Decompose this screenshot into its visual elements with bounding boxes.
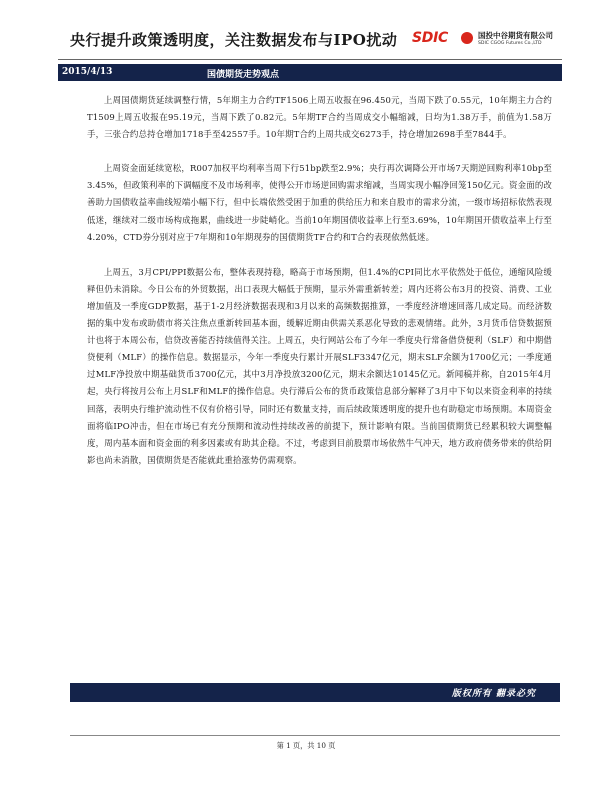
logo-emblem-icon — [461, 32, 473, 44]
logo-chinese-name: 国投中谷期货有限公司 — [478, 31, 553, 40]
body-paragraph: 上周资金面延续宽松，R007加权平均利率当周下行51bp跌至2.9%；央行再次调降公开市场7天期逆回购利率10bp至3.45%，但政策利率的下调幅度不及市场利率，使得公开市场逆回购需求缩减，当周实现小幅净回笼150亿元。资金面的改善助力国债收益率曲线短端小幅下行，但中长端依然受困于加重的供给压力和来自股市的需求分流，一级市场招标依然表现低迷，继续对二级市场构成拖累，曲线进一步陡峭化。当前10年期国债收益率上行至3.69%，10年期国开债收益率上行至4.20%，CTD券分别对应于7年期和10年期现券的国债期货TF合约和T合约表现依然低迷。 — [87, 163, 552, 242]
header-divider — [58, 59, 562, 60]
report-date: 2015/4/13 — [62, 67, 113, 77]
logo-wordmark: SDIC — [412, 30, 448, 46]
report-title: 央行提升政策透明度，关注数据发布与IPO扰动 — [70, 31, 398, 49]
report-header — [70, 28, 562, 54]
logo-english-name: SDIC CGOG Futures Co.,LTD — [478, 41, 542, 46]
report-body — [87, 92, 552, 486]
footer-banner — [70, 683, 560, 702]
section-banner — [58, 64, 562, 81]
body-paragraph: 上周国债期货延续调整行情，5年期主力合约TF1506上周五收报在96.450元，当周下跌了0.55元，10年期主力合约T1509上周五收报在95.19元，当周下跌了0.82元。5年期TF合约当周成交小幅缩减，日均为1.38万手，前值为1.58万手，三张合约总持仓增加1718手至42557手。10年期T合约上周共成交6273手，持仓增加2698手至7844手。 — [87, 95, 552, 140]
page-number: 第 1 页，共 10 页 — [276, 741, 336, 750]
section-title: 国债期货走势观点 — [207, 70, 280, 80]
copyright-notice: 版权所有 翻录必究 — [451, 689, 536, 699]
footer-divider — [70, 735, 560, 736]
body-paragraph: 上周五，3月CPI/PPI数据公布，整体表现持稳，略高于市场预期，但1.4%的CPI同比水平依然处于低位，通缩风险缓释但仍未消除。今日公布的外贸数据，出口表现大幅低于预期，显示外需重新转差；周内还将公布3月的投资、消费、工业增加值及一季度GDP数据，基于1-2月经济数据表现和3月以来的高频数据推算，一季度经济增速回落几成定局。而经济数据的集中发布或助债市将关注焦点重新转回基本面，缓解近期由供需关系恶化导致的悲观情绪。此外，3月货币信贷数据预计也将于本周公布，信贷改善能否持续值得关注。上周五，央行网站公布了今年一季度央行常备借贷便利（SLF）和中期借贷便利（MLF）的操作信息。数据显示，今年一季度央行累计开展SLF3347亿元，期末SLF余额为1700亿元；一季度通过MLF净投放中期基础货币3700亿元，其中3月净投放3200亿元，期末余额达10145亿元。新闻稿并称，自2015年4月起，央行将按月公布上月SLF和MLF的操作信息。央行滞后公布的货币政策信息部分解释了3月中下旬以来资金利率的持续回落，表明央行维护流动性不仅有价格引导，同时还有数量支持，而后续政策透明度的提升也有助稳定市场预期。本周资金面将临IPO冲击，但在市场已有充分预期和流动性持续改善的前提下，预计影响有限。当前国债期货已经累积较大调整幅度，周内基本面和资金面的利多因素或有助其企稳。不过，考虑到目前股票市场依然牛气冲天，地方政府债务带来的供给阴影也尚未消散，国债期货是否能就此重拾涨势仍需观察。 — [87, 266, 552, 465]
company-logo — [412, 28, 562, 52]
